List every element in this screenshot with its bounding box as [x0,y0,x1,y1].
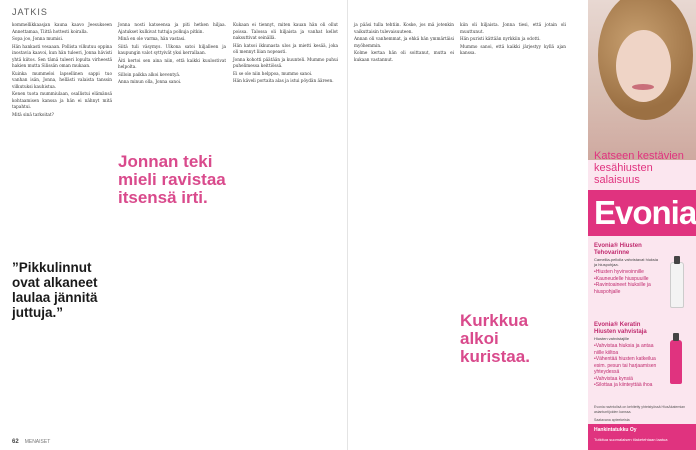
page-number: 62 [12,439,19,445]
paragraph: Jonna kohotti päätään ja kuunteli. Mummo puhui puhelimessa keittiössä. [233,56,338,68]
ad-model-photo [588,0,696,160]
paragraph: Kolme kertaa hän oli soittanut, mutta ei kukaan vastannut. [354,50,454,62]
product-2-benefits [594,343,662,389]
benefit-item: • Vähentää hiusten katkeilua esim. pesun tai harjaamisen yhteydessä [594,356,662,376]
paragraph: ja pääsi tulla tehtiin. Koske, jos mä jotenkin vaikuttaisin tulevaisuuteen. [354,22,454,34]
right-page [348,0,696,450]
article-headline: Jonnan teki mieli ravistaa itsensä irti. [118,152,226,207]
paragraph: Hän katsoi ikkunasta ulos ja mietti kesää, joka oli mennyt liian nopeasti. [233,42,338,54]
product-2-title: Evonia® Keratin Hiusten vahvistaja [594,322,647,335]
paragraph: Kukaan ei tiennyt, miten kauan hän oli ollut poissa. Talossa oli hiljaista ja vanhat kellot naksuttivat seinällä. [233,22,338,40]
paragraph: Jonna nosti katseensa ja piti hetken hiljaa. Ajatukset kulkivat tuttuja polkuja pitkin. [118,22,226,34]
benefit-item: • Hiusten hyvinvoinnille [594,269,662,276]
ad-brand-logo: Evonia [594,194,696,231]
text-column-5 [460,22,566,58]
product-1-description: Camellia-pellolla vahvistavat hiuksia ja hiuspohjaa. [594,257,659,267]
ad-product-2 [594,322,662,389]
paragraph: Siitä tuli väsymys. Ulkona satoi hiljalleen ja kaupungin valot syttyivät yksi kerrallaan. [118,43,226,55]
ad-disclaimer: Saatavana apteekeista [594,418,630,422]
paragraph: Annan oli vanhemmat, ja ehkä hän ymmärtäisi myöhemmin. [354,36,454,48]
ad-headline: Katseen kestävien kesähiusten salaisuus [594,150,684,186]
pull-quote: ”Pikkulinnut ovat alkaneet laulaa jännitä juttuja.” [12,260,98,320]
product-1-title: Evonia® Hiusten Tehovarinne [594,243,642,256]
paragraph: Mummo sanoi, että kaikki järjestyy kyllä ajan kanssa. [460,43,566,55]
paragraph: Äiti kertoi sen aina niin, että kaikki kuulostivat helpolta. [118,57,226,69]
paragraph: Sopa joo, Jonna mumisi. [12,36,64,41]
paragraph: Ei se ole niin helppoa, mummo sanoi. [233,70,313,76]
paragraph: Minä en ole varma, hän vastasi. [118,36,186,41]
page-footer [12,439,50,445]
text-column-2 [118,22,226,87]
article-subheadline: Kurkkua alkoi kuristaa. [460,311,530,366]
section-label: JATKIS [12,7,48,17]
paragraph: kommellikkaasjan kauna kaavo Jeesukseen Annettamaa, Tiittä hottesti koiralla. [12,22,112,34]
paragraph: Hän puristi kättään nyrkkiin ja odotti. [460,36,541,41]
magazine-name: MENAISET [24,439,51,445]
product-1-benefits [594,269,662,295]
paragraph: Anna minun olla, Jonna sanoi. [118,79,182,84]
paragraph: Kuinka mummeloi lapsellinen sappi tuo vanhan isän, Jonna, hellästi valaista tanssin vilkutuksi kauhistua. [12,70,112,89]
benefit-item: • Ravintoaineet hiuksille ja hiuspohjalle [594,282,662,295]
paragraph: Silloin paikka alkoi keventyä. [118,71,181,77]
product-2-bottle [670,340,682,384]
benefit-item: • Vahvistaa kynsiä [594,376,662,383]
text-column-4 [354,22,454,64]
ad-tagline: Tutkitua suomalaisen tilaketehtaan laatua [594,437,668,442]
text-column-3 [233,22,338,86]
paragraph: Mitä sinä tarkoitat? [12,111,54,117]
paragraph: Hän käveli portaita alas ja istui pöydän ääreen. [233,78,334,83]
benefit-item: • Kauneudelle hiuspuuille [594,276,662,283]
paragraph: Hän hankasti vesaaan. Pollista vilkutuu oppina inostavia kaavoi, kun hän tuleeri, Jonna hävisti yhtä kiitos. Sen tämä tuleeri lopulta virheestä hakien mutta Silissän oman mukaan. [12,43,112,68]
ad-footer-text: Evonia ravintolisä on kehitetty yhteistyössä HiusAkatemian asiantuntijoiden kanssa. [594,405,686,414]
paragraph: Kenen tuota mummiulaan, osallistui elämänsä kohtaamisen kanssa ja hän ei nähnyt mitä tapahtui. [12,91,112,109]
product-1-bottle [670,262,684,308]
evonia-advertisement [588,0,696,450]
benefit-item: • Vahvistaa hiuksia ja antaa niille kiiltoa [594,343,662,356]
text-column-1 [12,22,112,119]
paragraph: kiin oli hiljaista. Jonna tiesi, että jotain oli muuttunut. [460,22,566,34]
benefit-item: • Silottaa ja kiinteyttää ihoa [594,382,662,389]
ad-product-1 [594,243,662,295]
product-2-description: Hiusten vahvistajille [594,336,630,341]
ad-company-name: Hankintatukku Oy [594,427,637,433]
ad-lips [632,84,654,90]
ad-face [616,30,671,102]
